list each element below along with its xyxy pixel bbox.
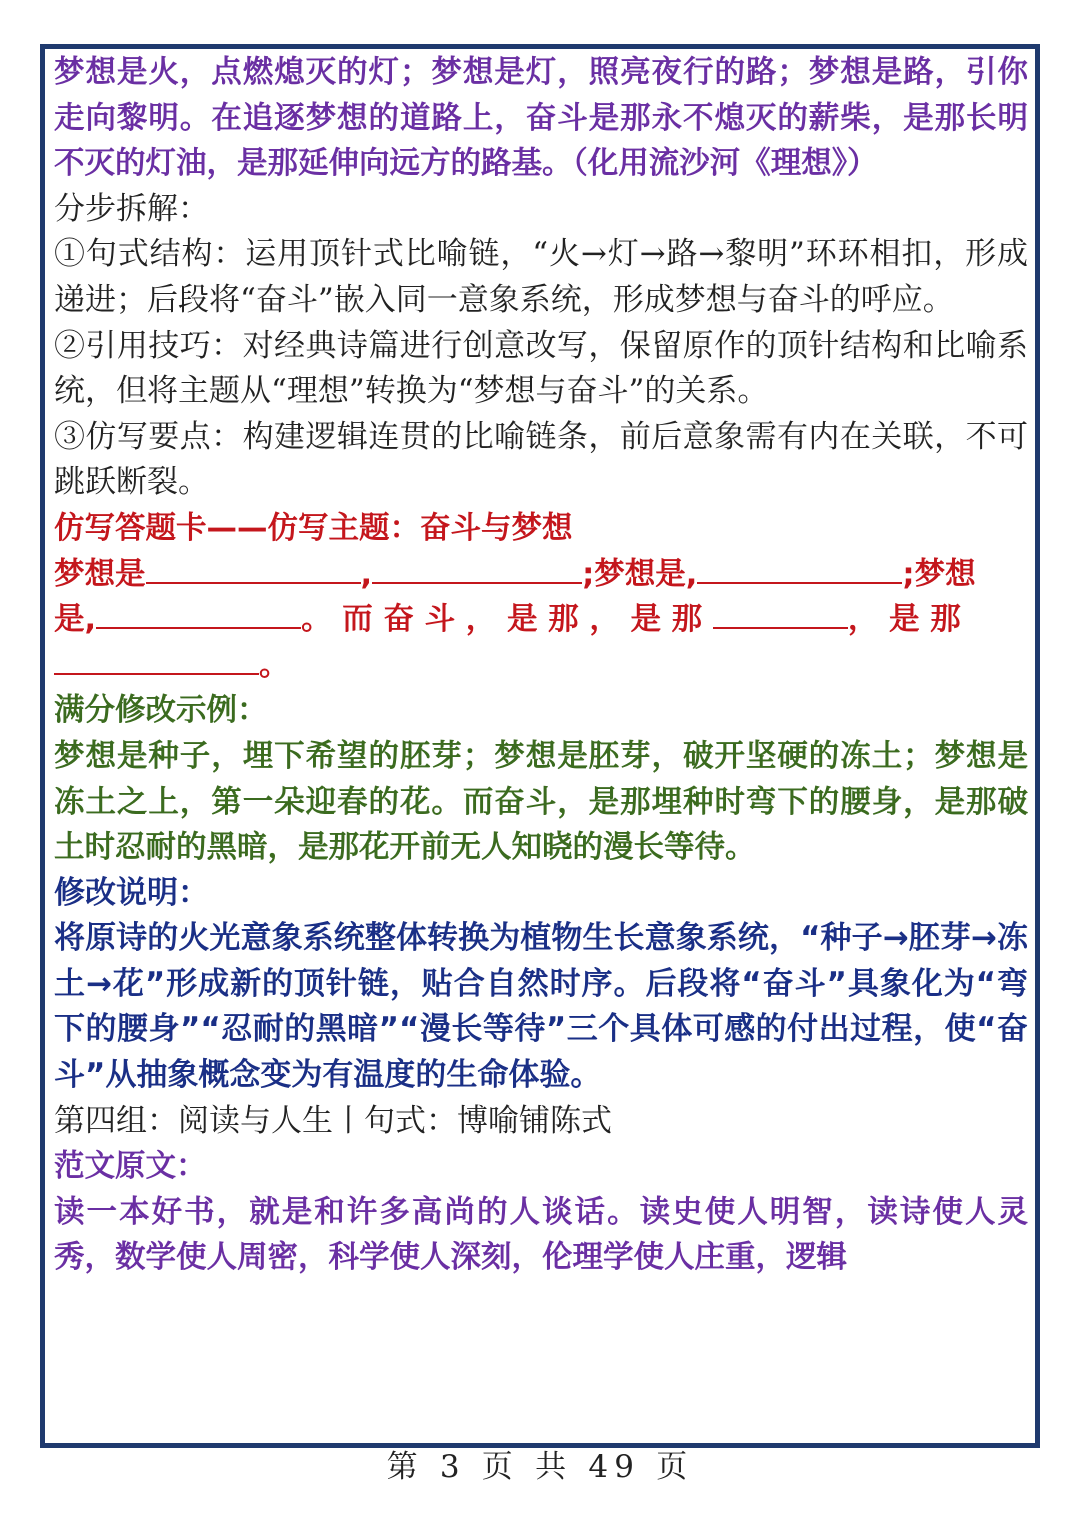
card-text-3: ;梦想是, (582, 556, 698, 592)
breakdown-title: 分步拆解： (54, 190, 209, 227)
answer-card-title: 仿写答题卡——仿写主题：奋斗与梦想 (54, 510, 573, 546)
card-text-4: ;梦想 (902, 556, 976, 592)
answer-blank-3[interactable] (697, 556, 902, 584)
source-text: 读一本好书，就是和许多高尚的人谈话。读史使人明智，读诗使人灵秀，数学使人周密，科学使人深刻，伦理学使人庄重，逻辑 (54, 1194, 1028, 1276)
group4-title: 第四组：阅读与人生丨句式：博喻铺陈式 (54, 1102, 612, 1139)
source-title: 范文原文： (54, 1149, 207, 1185)
document-body (54, 50, 1028, 1281)
answer-blank-5[interactable] (713, 601, 848, 629)
card-text-8: 。 (259, 647, 290, 683)
card-text-6: 。而奋斗，是那，是那 (301, 602, 713, 638)
model-paragraph: 梦想是火，点燃熄灭的灯；梦想是灯，照亮夜行的路；梦想是路，引你走向黎明。在追逐梦想的道路上，奋斗是那永不熄灭的薪柴，是那长明不灭的灯油，是那延伸向远方的路基。（化用流沙河《理想》） (54, 55, 1028, 182)
note-text: 将原诗的火光意象系统整体转换为植物生长意象系统，“种子→胚芽→冻土→花”形成新的顶针链，贴合自然时序。后段将“奋斗”具象化为“弯下的腰身”“忍耐的黑暗”“漫长等待”三个具体可感的付出过程，使“奋斗”从抽象概念变为有温度的生命体验。 (54, 920, 1028, 1094)
answer-blank-1[interactable] (146, 556, 361, 584)
breakdown-item-2: ②引用技巧：对经典诗篇进行创意改写，保留原作的顶针结构和比喻系统，但将主题从“理想”转换为“梦想与奋斗”的关系。 (54, 327, 1028, 410)
card-text-7: ，是那 (847, 602, 972, 638)
answer-blank-2[interactable] (372, 556, 582, 584)
page-number: 第 3 页 共 49 页 (386, 1449, 694, 1485)
card-text-1: 梦想是 (54, 556, 146, 592)
note-title: 修改说明： (54, 874, 209, 911)
answer-blank-4[interactable] (96, 601, 301, 629)
answer-blank-6[interactable] (54, 647, 259, 675)
example-title: 满分修改示例： (54, 693, 268, 729)
card-text-5: 是, (54, 602, 97, 638)
breakdown-item-3: ③仿写要点：构建逻辑连贯的比喻链条，前后意象需有内在关联，不可跳跃断裂。 (54, 418, 1028, 501)
example-text: 梦想是种子，埋下希望的胚芽；梦想是胚芽，破开坚硬的冻土；梦想是冻土之上，第一朵迎春的花。而奋斗，是那埋种时弯下的腰身，是那破土时忍耐的黑暗，是那花开前无人知晓的漫长等待。 (54, 738, 1028, 866)
answer-card (54, 552, 1028, 689)
card-text-2: , (360, 556, 373, 592)
breakdown-item-1: ①句式结构：运用顶针式比喻链，“火→灯→路→黎明”环环相扣，形成递进；后段将“奋斗”嵌入同一意象系统，形成梦想与奋斗的呼应。 (54, 236, 1028, 318)
